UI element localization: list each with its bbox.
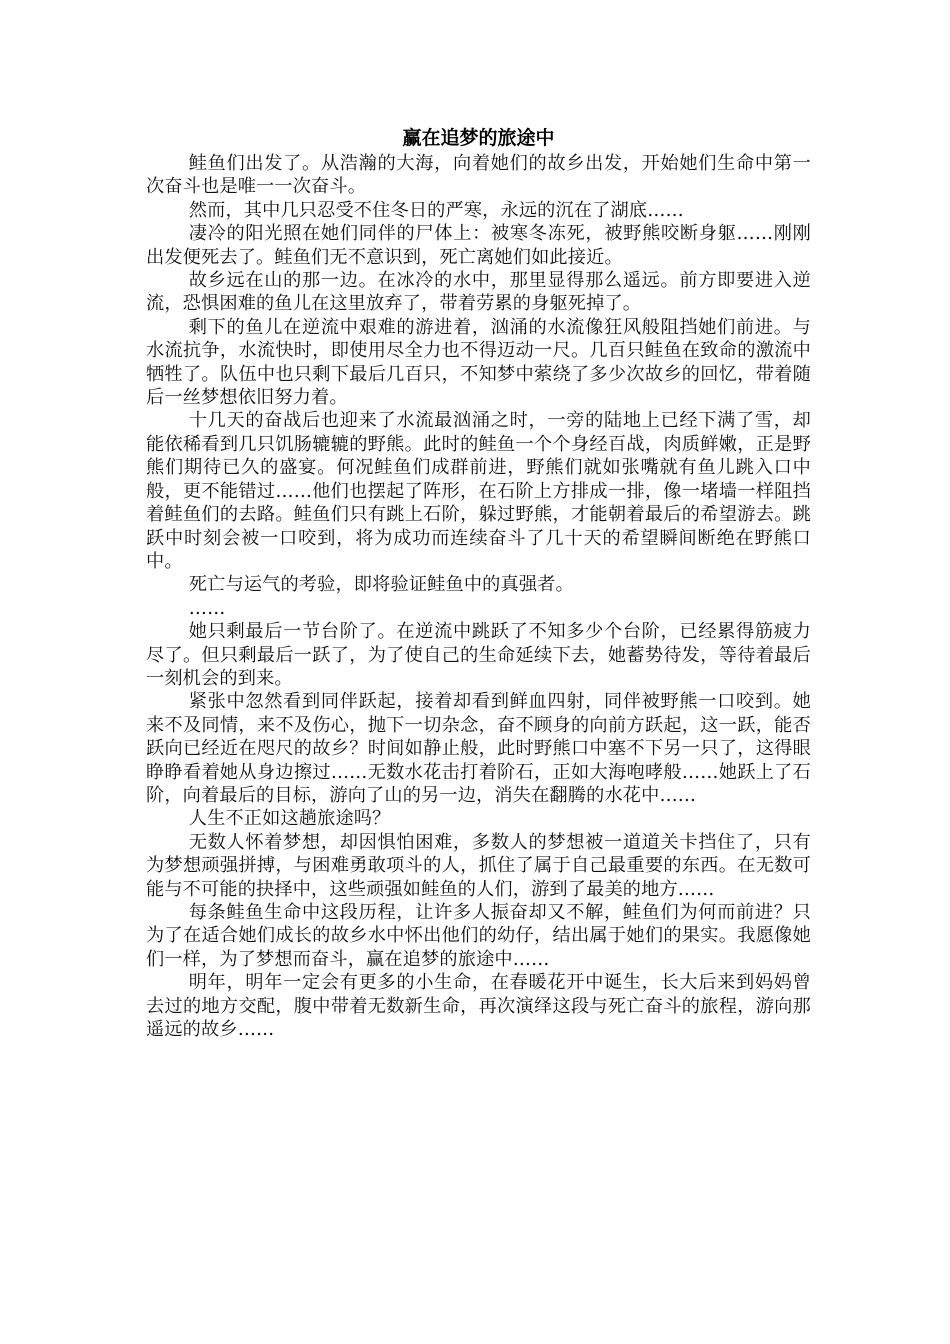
paragraph-6: 十几天的奋战后也迎来了水流最汹涌之时，一旁的陆地上已经下满了雪，却能依稀看到几只饥肠辘辘的野熊。此时的鲑鱼一个个身经百战，肉质鲜嫩，正是野熊们期待已久的盛宴。何况鲑鱼们成群前进，野熊们就如张嘴就有鱼儿跳入口中般，更不能错过……他们也摆起了阵形，在石阶上方排成一排，像一堵墙一样阻挡着鲑鱼们的去路。鲑鱼们只有跳上石阶，躲过野熊，才能朝着最后的希望游去。跳跃中时刻会被一口咬到，将为成功而连续奋斗了几十天的希望瞬间断绝在野熊口中。: [146, 410, 811, 572]
document-title: 赢在追梦的旅途中: [402, 127, 555, 149]
paragraph-14: 明年，明年一定会有更多的小生命，在春暖花开中诞生，长大后来到妈妈曾去过的地方交配，腹中带着无数新生命，再次演绎这段与死亡奋斗的旅程，游向那遥远的故乡……: [146, 972, 811, 1041]
document-body: [146, 124, 811, 1041]
paragraph-7: 死亡与运气的考验，即将验证鲑鱼中的真强者。: [188, 574, 574, 596]
paragraph-3: 凄冷的阳光照在她们同伴的尸体上：被寒冬冻死，被野熊咬断身躯……刚刚出发便死去了。鲑鱼们无不意识到，死亡离她们如此接近。: [146, 223, 811, 268]
paragraph-2: 然而，其中几只忍受不住冬日的严寒，永远的沉在了湖底……: [188, 199, 684, 221]
paragraph-13: 每条鲑鱼生命中这段历程，让许多人振奋却又不解，鲑鱼们为何而前进？只为了在适合她们成长的故乡水中怀出他们的幼仔，结出属于她们的果实。我愿像她们一样，为了梦想而奋斗，赢在追梦的旅途中……: [146, 902, 811, 970]
paragraph-9: 她只剩最后一节台阶了。在逆流中跳跃了不知多少个台阶，已经累得筋疲力尽了。但只剩最后一跃了，为了使自己的生命延续下去，她蓄势待发，等待着最后一刻机会的到来。: [146, 621, 811, 689]
paragraph-1: 鲑鱼们出发了。从浩瀚的大海，向着她们的故乡出发，开始她们生命中第一次奋斗也是唯一一次奋斗。: [146, 153, 811, 198]
paragraph-10: 紧张中忽然看到同伴跃起，接着却看到鲜血四射，同伴被野熊一口咬到。她来不及同情，来不及伤心，抛下一切杂念，奋不顾身的向前方跃起，这一跃，能否跃向已经近在咫尺的故乡？时间如静止般，此时野熊口中塞不下另一只了，这得眼睁睁看着她从身边擦过……无数水花击打着阶石，正如大海咆哮般……她跃上了石阶，向着最后的目标，游向了山的另一边，消失在翻腾的水花中……: [146, 691, 811, 806]
paragraph-11: 人生不正如这趟旅途吗？: [188, 808, 391, 830]
paragraph-5: 剩下的鱼儿在逆流中艰难的游进着，汹涌的水流像狂风般阻挡她们前进。与水流抗争，水流快时，即使用尽全力也不得迈动一尺。几百只鲑鱼在致命的激流中牺牲了。队伍中也只剩下最后几百只，不知梦中萦绕了多少次故乡的回忆，带着随后一丝梦想依旧努力着。: [146, 316, 811, 409]
paragraph-ellipsis: ……: [188, 597, 226, 619]
paragraph-12: 无数人怀着梦想，却因惧怕困难，多数人的梦想被一道道关卡挡住了，只有为梦想顽强拼搏，与困难勇敢项斗的人，抓住了属于自己最重要的东西。在无数可能与不可能的抉择中，这些顽强如鲑鱼的人们，游到了最美的地方……: [146, 831, 811, 900]
paragraph-4: 故乡远在山的那一边。在冰冷的水中，那里显得那么遥远。前方即要进入逆流，恐惧困难的鱼儿在这里放弃了，带着劳累的身躯死掉了。: [146, 270, 811, 315]
